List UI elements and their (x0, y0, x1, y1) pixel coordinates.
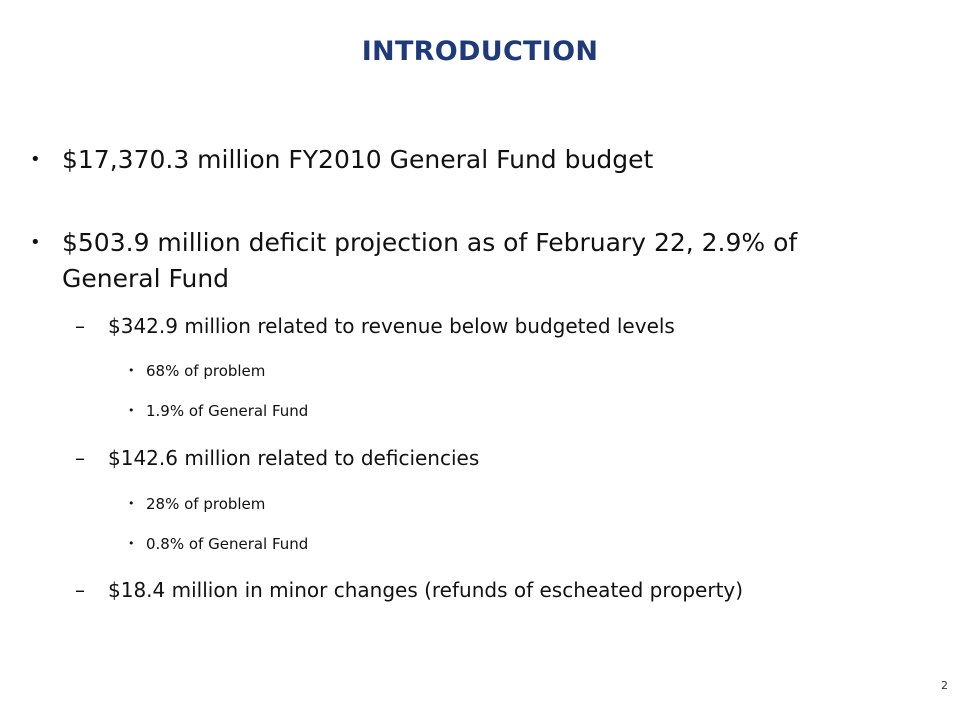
detail-revenue-fund-share (128, 401, 308, 421)
detail-text: 28% of problem (146, 495, 266, 513)
sub-bullet-minor-changes (75, 576, 743, 604)
dash-marker: – (75, 314, 85, 338)
dot-marker: • (128, 404, 135, 417)
dot-marker: • (128, 364, 135, 377)
dash-marker: – (75, 578, 85, 602)
detail-text: 1.9% of General Fund (146, 402, 309, 420)
slide-title: INTRODUCTION (361, 36, 599, 67)
bullet-deficit (30, 225, 892, 297)
detail-text: 68% of problem (146, 362, 266, 380)
detail-deficiencies-problem-share (128, 494, 265, 514)
bullet-marker: • (30, 232, 41, 253)
sub-bullet-revenue-text: $342.9 million related to revenue below budgeted levels (108, 314, 675, 338)
sub-bullet-revenue (75, 312, 675, 340)
detail-text: 0.8% of General Fund (146, 535, 309, 553)
bullet-budget (30, 142, 892, 178)
detail-deficiencies-fund-share (128, 534, 308, 554)
page-number: 2 (941, 679, 948, 692)
bullet-budget-text: $17,370.3 million FY2010 General Fund budget (62, 145, 654, 174)
dot-marker: • (128, 497, 135, 510)
bullet-marker: • (30, 149, 41, 170)
sub-bullet-deficiencies-text: $142.6 million related to deficiencies (108, 446, 480, 470)
detail-revenue-problem-share (128, 361, 265, 381)
dot-marker: • (128, 537, 135, 550)
bullet-deficit-text: $503.9 million deficit projection as of February 22, 2.9% of General Fund (62, 228, 798, 293)
dash-marker: – (75, 446, 85, 470)
sub-bullet-deficiencies (75, 444, 479, 472)
sub-bullet-minor-changes-text: $18.4 million in minor changes (refunds of escheated property) (108, 578, 744, 602)
